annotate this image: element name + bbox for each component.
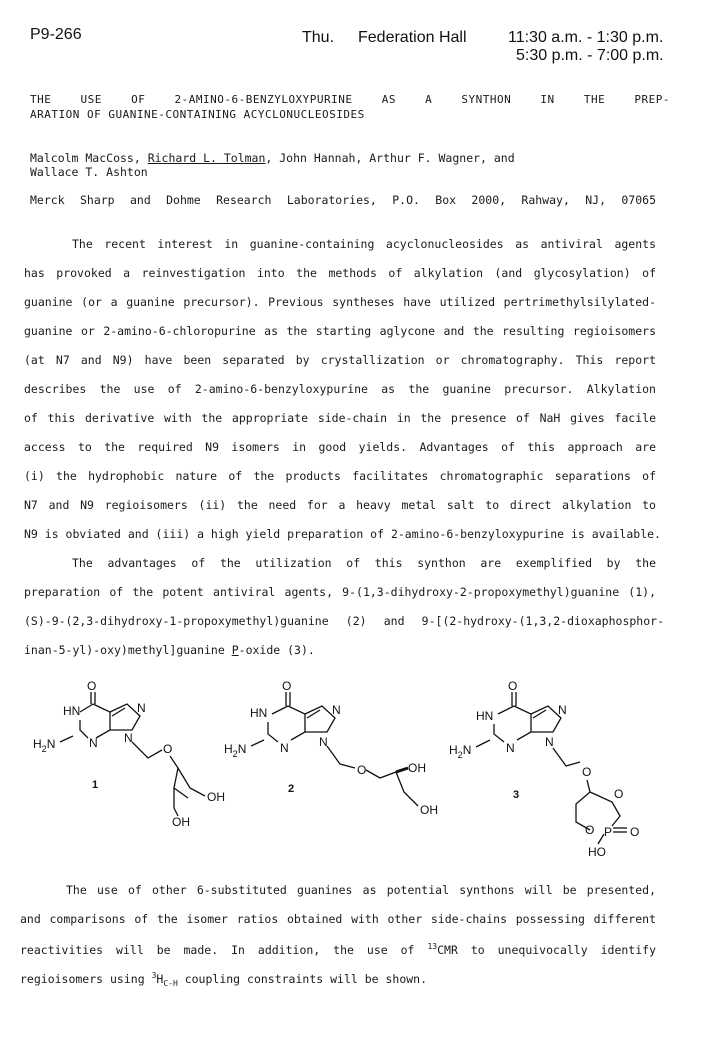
body-last-end: -oxide (3). bbox=[238, 643, 315, 657]
structure-2 bbox=[224, 679, 438, 817]
conclusion-line-1: The use of other 6-substituted guanines as potential synthons will be presented, bbox=[66, 883, 656, 897]
subscript-c-h: C-H bbox=[163, 979, 178, 989]
ring-oxygen-2: O bbox=[585, 823, 595, 837]
conclusion-line-3-start: reactivities will be made. In addition, the use of bbox=[20, 942, 428, 957]
ether-oxygen: O bbox=[357, 763, 367, 777]
amino-h: $H_2N$ bbox=[449, 743, 472, 760]
body-line: access to the required N9 isomers in good yields. Advantages of this approach are bbox=[24, 440, 656, 454]
ring-n7: N bbox=[332, 703, 341, 717]
structure-label-3: 3 bbox=[513, 789, 520, 801]
body-line: of this derivative with the appropriate side-chain in the presence of NaH gives facile bbox=[24, 411, 656, 425]
body-line: The advantages of the utilization of this synthon are exemplified by the bbox=[72, 556, 656, 570]
session-venue: Federation Hall bbox=[358, 29, 467, 46]
superscript-3: 3 bbox=[151, 971, 157, 980]
conclusion-line-4-end: coupling constraints will be shown. bbox=[177, 971, 428, 986]
ring-n3: N bbox=[280, 741, 289, 755]
body-line: The recent interest in guanine-containing acyclonucleosides as antiviral agents bbox=[72, 237, 656, 251]
structure-label-1: 1 bbox=[92, 779, 99, 791]
conclusion-line-3-end: CMR to unequivocally identify bbox=[437, 942, 656, 957]
ring-n7: N bbox=[137, 701, 146, 715]
phosphate-hydroxyl: HO bbox=[588, 845, 606, 859]
hydroxyl-1: OH bbox=[207, 790, 225, 804]
authors-line-1 bbox=[30, 151, 515, 165]
structure-3 bbox=[449, 679, 639, 859]
hydroxyl-1: OH bbox=[408, 761, 426, 775]
presenting-author: Richard L. Tolman bbox=[147, 151, 266, 165]
carbonyl-oxygen: O bbox=[282, 679, 292, 693]
chemical-structures bbox=[0, 668, 704, 868]
ring-nh: HN bbox=[250, 706, 268, 720]
body-line: guanine (or a guanine precursor). Previous syntheses have utilized pertrimethylsilylated- bbox=[24, 295, 656, 309]
body-line: N7 and N9 regioisomers (ii) the need for a heavy metal salt to direct alkylation to bbox=[24, 498, 656, 512]
conclusion-line-3 bbox=[20, 942, 656, 957]
body-line-last bbox=[24, 643, 315, 657]
ring-nh: HN bbox=[63, 704, 81, 718]
ether-oxygen: O bbox=[582, 765, 592, 779]
body-line: describes the use of 2-amino-6-benzyloxypurine as the guanine precursor. Alkylation bbox=[24, 382, 656, 396]
carbonyl-oxygen: O bbox=[508, 679, 518, 693]
body-line: has provoked a reinvestigation into the methods of alkylation (and glycosylation) of bbox=[24, 266, 656, 280]
title-line-2: ARATION OF GUANINE-CONTAINING ACYCLONUCLEOSIDES bbox=[30, 108, 365, 121]
ring-nh: HN bbox=[476, 709, 494, 723]
coupling-h: H bbox=[156, 971, 164, 986]
structure-label-2: 2 bbox=[288, 783, 295, 795]
abstract-code: P9-266 bbox=[30, 26, 82, 43]
structure-1 bbox=[33, 679, 225, 829]
body-line: (i) the hydrophobic nature of the products facilitates chromatographic separations of bbox=[24, 469, 656, 483]
session-day: Thu. bbox=[302, 29, 335, 46]
body-last-p: P bbox=[231, 643, 239, 657]
session-time-1: 11:30 a.m. - 1:30 p.m. bbox=[508, 29, 664, 46]
conclusion-line-2: and comparisons of the isomer ratios obtained with other side-chains possessing different bbox=[20, 912, 656, 926]
hydroxyl-2: OH bbox=[172, 815, 190, 829]
body-last-start: inan-5-yl)-oxy)methyl]guanine bbox=[24, 643, 232, 657]
title-line-1: THE USE OF 2-AMINO-6-BENZYLOXYPURINE AS A SYNTHON IN THE PREP- bbox=[30, 93, 670, 106]
amino-h: $H_2N$ bbox=[33, 737, 56, 754]
amino-h: $H_2N$ bbox=[224, 742, 247, 759]
author-list-start: Malcolm MacCoss, bbox=[30, 151, 148, 165]
conclusion-line-4-start: regioisomers using bbox=[20, 971, 152, 986]
conclusion-line-4 bbox=[20, 971, 427, 988]
body-line: N9 is obviated and (iii) a high yield preparation of 2-amino-6-benzyloxypurine is available. bbox=[24, 527, 661, 541]
phosphoryl-oxygen: O bbox=[630, 825, 640, 839]
ring-oxygen-1: O bbox=[614, 787, 624, 801]
body-line: (at N7 and N9) have been separated by crystallization or chromatography. This report bbox=[24, 353, 656, 367]
ether-oxygen: O bbox=[163, 742, 173, 756]
superscript-13: 13 bbox=[427, 942, 438, 951]
ring-n9: N bbox=[319, 735, 328, 749]
body-line: (S)-9-(2,3-dihydroxy-1-propoxymethyl)guanine (2) and 9-[(2-hydroxy-(1,3,2-dioxaphosphor- bbox=[24, 614, 664, 628]
body-line: preparation of the potent antiviral agents, 9-(1,3-dihydroxy-2-propoxymethyl)guanine (1), bbox=[24, 585, 656, 599]
phosphorus: P bbox=[604, 825, 613, 839]
session-time-2: 5:30 p.m. - 7:00 p.m. bbox=[516, 47, 664, 64]
body-line: guanine or 2-amino-6-chloropurine as the starting aglycone and the resulting regioisomers bbox=[24, 324, 656, 338]
ring-n7: N bbox=[558, 703, 567, 717]
hydroxyl-2: OH bbox=[420, 803, 438, 817]
ring-n9: N bbox=[124, 731, 133, 745]
ring-n3: N bbox=[506, 741, 515, 755]
affiliation: Merck Sharp and Dohme Research Laboratories, P.O. Box 2000, Rahway, NJ, 07065 bbox=[30, 193, 656, 207]
ring-n9: N bbox=[545, 735, 554, 749]
author-list-end: , John Hannah, Arthur F. Wagner, and bbox=[265, 151, 515, 165]
carbonyl-oxygen: O bbox=[87, 679, 97, 693]
authors-line-2: Wallace T. Ashton bbox=[30, 165, 148, 179]
ring-n3: N bbox=[89, 736, 98, 750]
